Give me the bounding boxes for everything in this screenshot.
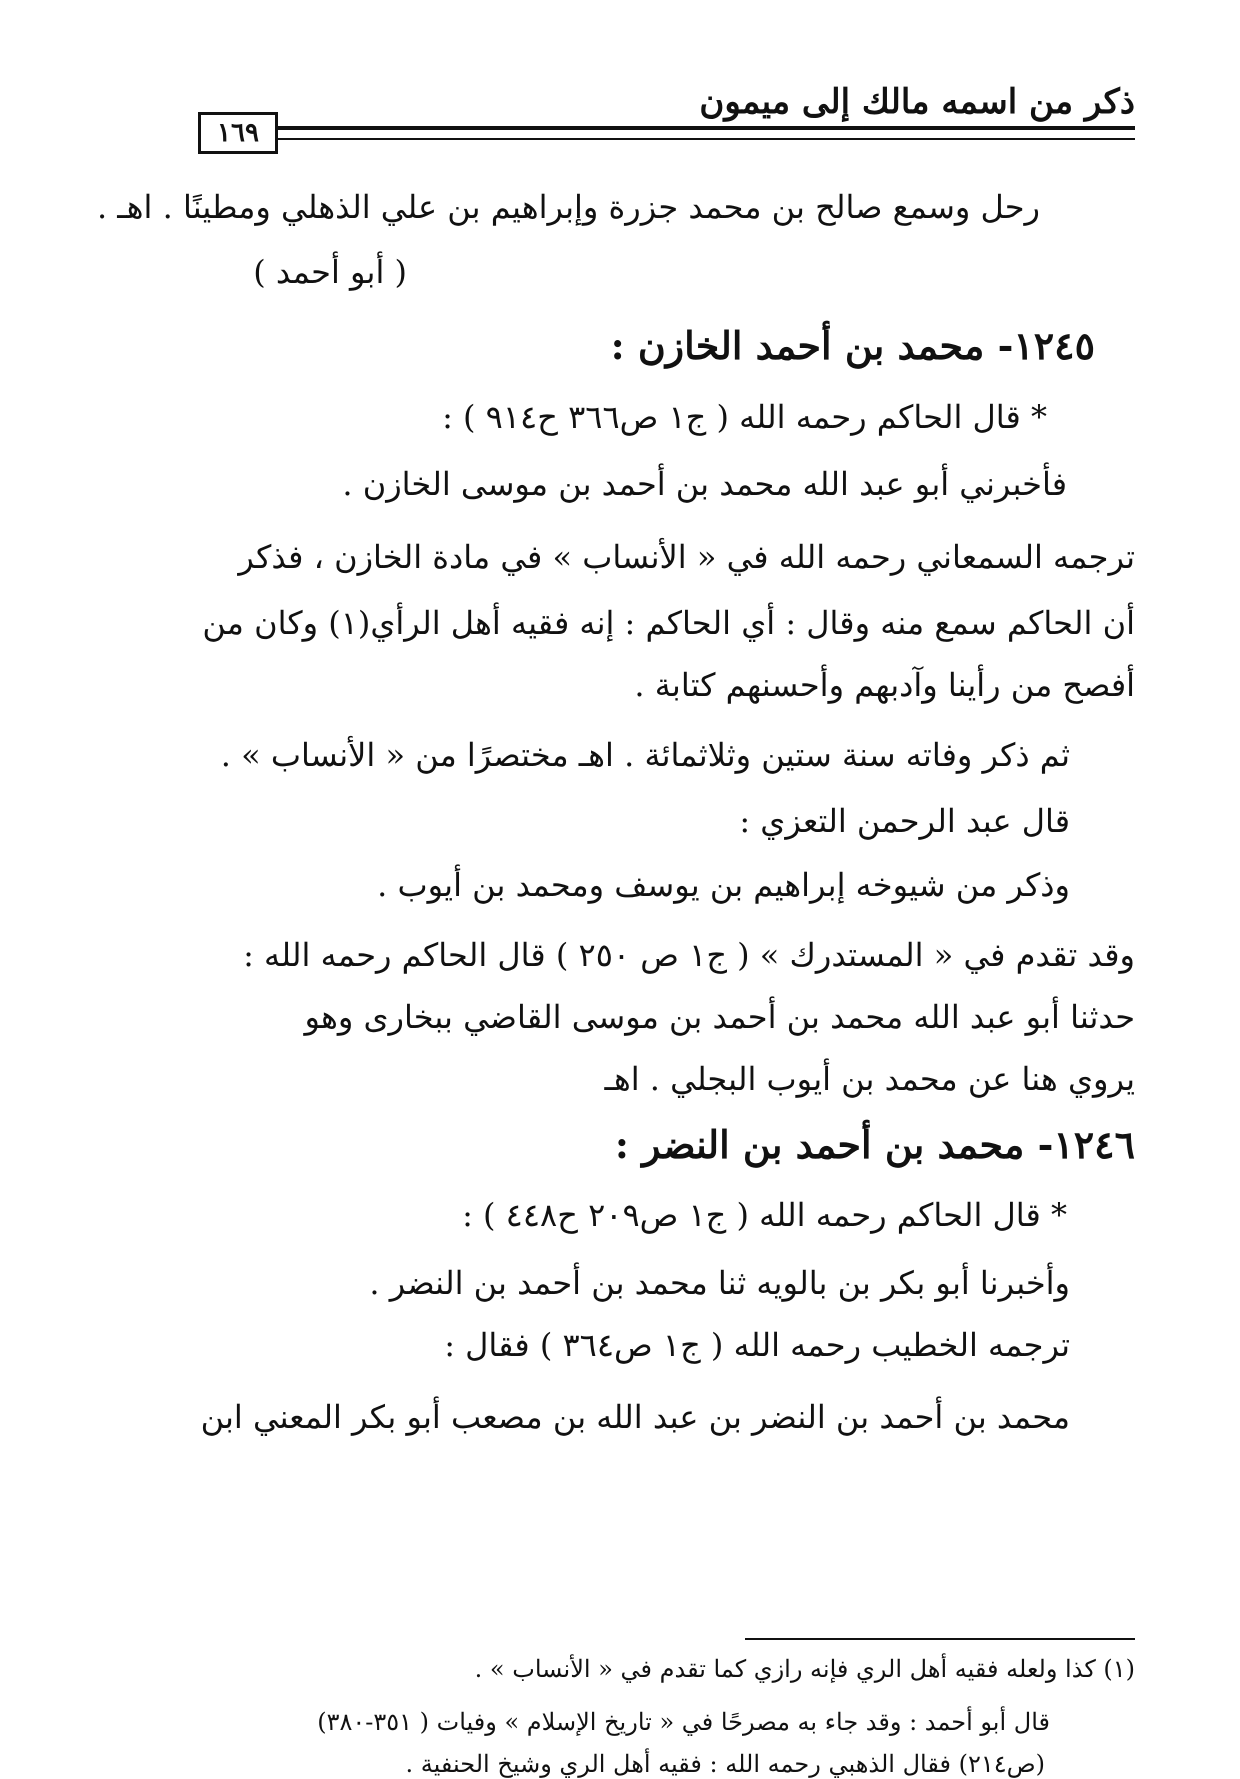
entry-heading-1245: ١٢٤٥- محمد بن أحمد الخازن : <box>610 323 1095 368</box>
text-line: وقد تقدم في « المستدرك » ( ج١ ص ٢٥٠ ) قال الحاكم رحمه الله : <box>243 936 1135 974</box>
text-line: ترجمه الخطيب رحمه الله ( ج١ ص٣٦٤ ) فقال : <box>444 1326 1070 1364</box>
header-rule <box>272 126 1135 140</box>
text-line: فأخبرني أبو عبد الله محمد بن أحمد بن موسى الخازن . <box>342 465 1067 503</box>
text-line: * قال الحاكم رحمه الله ( ج١ ص٣٦٦ ح٩١٤ ) : <box>442 398 1047 436</box>
text-line: رحل وسمع صالح بن محمد جزرة وإبراهيم بن علي الذهلي ومطينًا . اهـ . <box>96 188 1040 226</box>
text-line: قال عبد الرحمن التعزي : <box>739 802 1070 840</box>
text-line: يروي هنا عن محمد بن أيوب البجلي . اهـ <box>604 1060 1135 1098</box>
footnote-1: (١) كذا ولعله فقيه أهل الري فإنه رازي كما تقدم في « الأنساب » . <box>474 1655 1135 1683</box>
text-line: وذكر من شيوخه إبراهيم بن يوسف ومحمد بن أيوب . <box>377 866 1070 904</box>
footnote-note-cont: (ص٢١٤) فقال الذهبي رحمه الله : فقيه أهل الري وشيخ الحنفية . <box>405 1750 1045 1778</box>
text-line: * قال الحاكم رحمه الله ( ج١ ص٢٠٩ ح٤٤٨ ) : <box>462 1196 1067 1234</box>
text-line: أن الحاكم سمع منه وقال : أي الحاكم : إنه فقيه أهل الرأي(١) وكان من <box>202 604 1135 642</box>
page-number: ١٦٩ <box>198 112 278 154</box>
text-line: محمد بن أحمد بن النضر بن عبد الله بن مصعب أبو بكر المعني ابن <box>200 1398 1070 1436</box>
footnote-rule <box>745 1638 1135 1640</box>
text-line: ثم ذكر وفاته سنة ستين وثلاثمائة . اهـ مختصرًا من « الأنساب » . <box>220 736 1070 774</box>
footnote-note: قال أبو أحمد : وقد جاء به مصرحًا في « تاريخ الإسلام » وفيات ( ٣٥١-٣٨٠) <box>317 1708 1050 1736</box>
text-line: أفصح من رأينا وآدبهم وأحسنهم كتابة . <box>634 666 1135 704</box>
text-line: ترجمه السمعاني رحمه الله في « الأنساب » في مادة الخازن ، فذكر <box>238 538 1135 576</box>
text-line: وأخبرنا أبو بكر بن بالويه ثنا محمد بن أحمد بن النضر . <box>369 1264 1070 1302</box>
abu-ahmad-label: ( أبو أحمد ) <box>253 253 407 291</box>
entry-heading-1246: ١٢٤٦- محمد بن أحمد بن النضر : <box>614 1122 1135 1167</box>
running-title: ذكر من اسمه مالك إلى ميمون <box>699 82 1135 122</box>
text-line: حدثنا أبو عبد الله محمد بن أحمد بن موسى القاضي ببخارى وهو <box>304 998 1135 1036</box>
